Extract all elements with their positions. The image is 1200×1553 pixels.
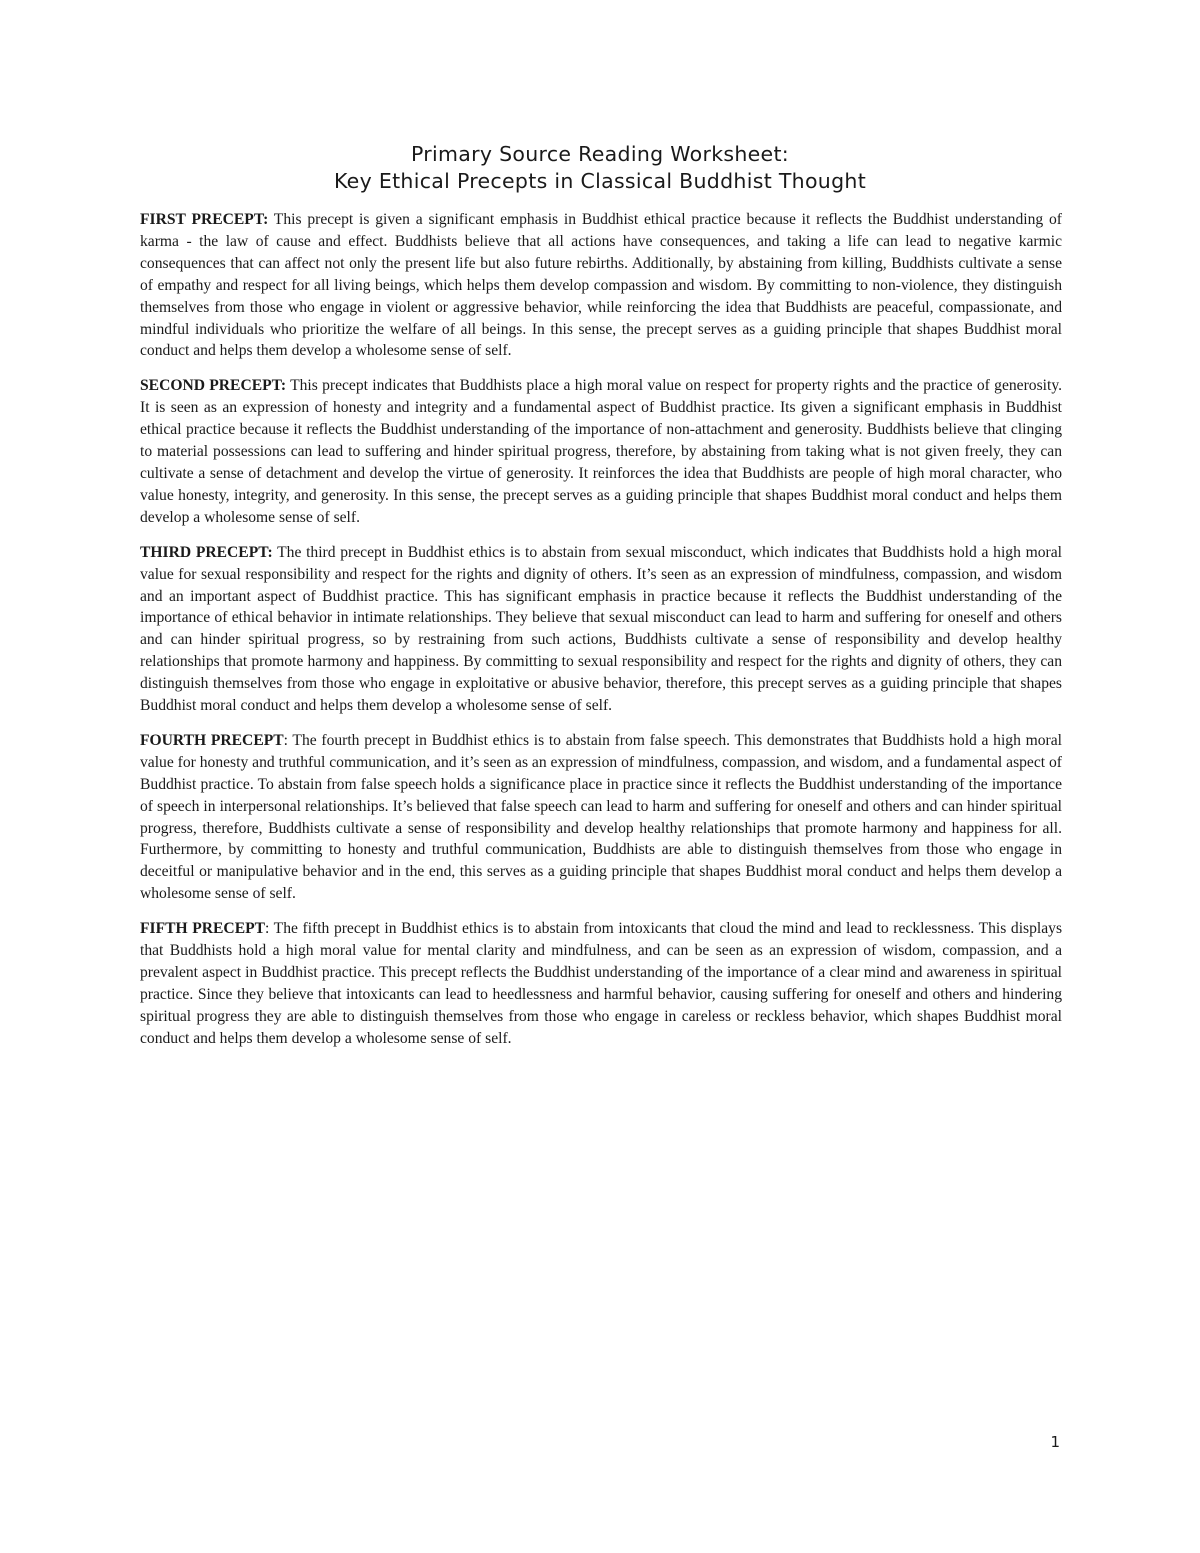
precept-label: FOURTH PRECEPT: [140, 731, 284, 749]
title-line-2: Key Ethical Precepts in Classical Buddhist Thought: [333, 169, 867, 193]
precept-text: This precept indicates that Buddhists place a high moral value on respect for property rights and the practice of generosity. It is seen as an expression of honesty and integrity and a fundamental aspect of Buddhist practice. Its given a significant emphasis in Buddhist ethical practice because it reflects the Buddhist understanding of the importance of non-attachment and generosity. Buddhists believe that clinging to material possessions can lead to suffering and hinder spiritual progress, therefore, by abstaining from taking what is not given freely, they can cultivate a sense of detachment and develop the virtue of generosity. It reinforces the idea that Buddhists are people of high moral character, who value honesty, integrity, and generosity. In this sense, the precept serves as a guiding principle that shapes Buddhist moral conduct and helps them develop a wholesome sense of self.: [140, 377, 1062, 526]
precept-text: The third precept in Buddhist ethics is to abstain from sexual misconduct, which indicates that Buddhists hold a high moral value for sexual responsibility and respect for the rights and dignity of others. It’s seen as an expression of mindfulness, compassion, and wisdom and an important aspect of Buddhist practice. This has significant emphasis in practice because it reflects the Buddhist understanding of the importance of ethical behavior in intimate relationships. They believe that sexual misconduct can lead to harm and suffering for oneself and others and can hinder spiritual progress, so by restraining from such actions, Buddhists cultivate a sense of responsibility and develop healthy relationships that promote harmony and happiness. By committing to sexual responsibility and respect for the rights and dignity of others, they can distinguish themselves from those who engage in exploitative or abusive behavior, therefore, this precept serves as a guiding principle that shapes Buddhist moral conduct and helps them develop a wholesome sense of self.: [140, 543, 1062, 715]
document-body: [140, 209, 1062, 1063]
title-line-1: Primary Source Reading Worksheet:: [410, 142, 790, 166]
paragraph-fourth-precept: [140, 730, 1062, 905]
paragraph-first-precept: [140, 209, 1062, 362]
precept-text: : The fifth precept in Buddhist ethics is to abstain from intoxicants that cloud the mind and lead to recklessness. This displays that Buddhists hold a high moral value for mental clarity and mindfulness, and can be seen as an expression of wisdom, compassion, and a prevalent aspect in Buddhist practice. This precept reflects the Buddhist understanding of the importance of a clear mind and awareness in spiritual practice. Since they believe that intoxicants can lead to heedlessness and harmful behavior, causing suffering for oneself and others and hindering spiritual progress they are able to distinguish themselves from those who engage in careless or reckless behavior, which shapes Buddhist moral conduct and helps them develop a wholesome sense of self.: [140, 920, 1063, 1047]
page-number: 1: [1050, 1433, 1060, 1451]
paragraph-fifth-precept: [140, 918, 1062, 1049]
precept-label: FIRST PRECEPT:: [140, 211, 269, 228]
paragraph-second-precept: [140, 375, 1062, 528]
precept-label: FIFTH PRECEPT: [140, 920, 266, 938]
precept-label: THIRD PRECEPT:: [140, 543, 273, 561]
precept-label: SECOND PRECEPT:: [140, 377, 287, 395]
document-title: [140, 141, 1060, 195]
precept-text: This precept is given a significant emphasis in Buddhist ethical practice because it reflects the Buddhist understanding of karma - the law of cause and effect. Buddhists believe that all actions have consequences, and taking a life can lead to negative karmic consequences that can affect not only the present life but also future rebirths. Additionally, by abstaining from killing, Buddhists cultivate a sense of empathy and respect for all living beings, which helps them develop compassion and wisdom. By committing to non-violence, they distinguish themselves from those who engage in violent or aggressive behavior, while reinforcing the idea that Buddhists are peaceful, compassionate, and mindful individuals who prioritize the welfare of all beings. In this sense, the precept serves as a guiding principle that shapes Buddhist moral conduct and helps them develop a wholesome sense of self.: [140, 211, 1063, 360]
precept-text: : The fourth precept in Buddhist ethics is to abstain from false speech. This demonstrates that Buddhists hold a high moral value for honesty and truthful communication, and it’s seen as an expression of mindfulness, compassion, and wisdom, and a fundamental aspect of Buddhist practice. To abstain from false speech holds a significance place in practice since it reflects the Buddhist understanding of the importance of speech in interpersonal relationships. It’s believed that false speech can lead to harm and suffering for oneself and others and can hinder spiritual progress, therefore, Buddhists cultivate a sense of responsibility and develop healthy relationships that promote harmony and happiness for all. Furthermore, by committing to honesty and truthful communication, Buddhists are able to distinguish themselves from those who engage in deceitful or manipulative behavior and in the end, this serves as a guiding principle that shapes Buddhist moral conduct and helps them develop a wholesome sense of self.: [140, 731, 1062, 903]
paragraph-third-precept: [140, 542, 1062, 717]
